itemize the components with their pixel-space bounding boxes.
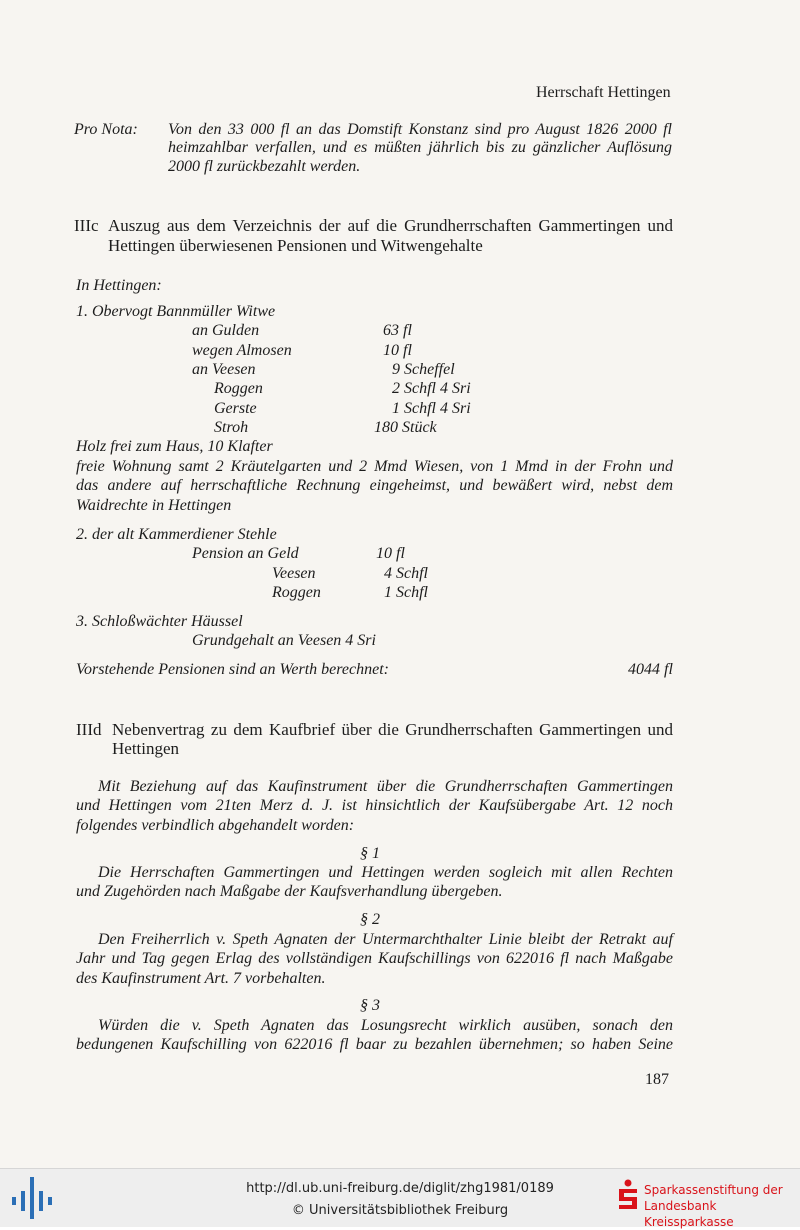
entry1-row-label: an Gulden bbox=[192, 322, 260, 339]
page-number: 187 bbox=[645, 1071, 669, 1088]
in-hettingen-heading: In Hettingen: bbox=[76, 277, 162, 294]
para2-line2: Jahr und Tag gegen Erlag des vollständigen Kaufschillings von 622016 fl nach Maßgabe bbox=[76, 950, 673, 967]
pro-nota-line2: heimzahlbar verfallen, und es müßten jährlich bis zu gänzlicher Auflösung bbox=[168, 139, 672, 156]
entry3-detail: Grundgehalt an Veesen 4 Sri bbox=[192, 632, 376, 649]
entry2-row-label: Roggen bbox=[272, 584, 321, 601]
sponsor-line1: Sparkassenstiftung der bbox=[644, 1183, 783, 1197]
para3-mark: § 3 bbox=[360, 997, 380, 1014]
entry1-wohnung-line2: das andere auf herrschaftliche Rechnung eingeheimst, und bewäßert wird, nebst dem bbox=[76, 477, 673, 494]
section-c-title-line1: Auszug aus dem Verzeichnis der auf die Grundherrschaften Gammertingen und bbox=[108, 216, 673, 235]
para1-line2: und Zugehörden nach Maßgabe der Kaufsverhandlung übergeben. bbox=[76, 883, 503, 900]
para2-mark: § 2 bbox=[360, 911, 380, 928]
sponsor-text[interactable] bbox=[644, 1182, 800, 1230]
section-d-title-line2: Hettingen bbox=[112, 739, 180, 758]
entry1-row-value: 180 Stück bbox=[374, 419, 437, 436]
entry1-row-value: 9 Scheffel bbox=[392, 361, 455, 378]
section-d-title-line1: Nebenvertrag zu dem Kaufbrief über die Grundherrschaften Gammertingen und bbox=[112, 720, 673, 739]
entry1-wohnung-line3: Waidrechte in Hettingen bbox=[76, 497, 232, 514]
entry1-row-label: Roggen bbox=[214, 380, 263, 397]
section-c-number: IIIc bbox=[74, 216, 99, 235]
para2-line1: Den Freiherrlich v. Speth Agnaten der Untermarchthalter Linie bleibt der Retrakt auf bbox=[98, 931, 673, 948]
pro-nota-label: Pro Nota: bbox=[74, 121, 138, 138]
para1-mark: § 1 bbox=[360, 845, 380, 862]
sparkasse-logo-icon[interactable] bbox=[617, 1179, 639, 1213]
para2-line3: des Kaufinstrument Art. 7 vorbehalten. bbox=[76, 970, 326, 987]
entry1-row-label: an Veesen bbox=[192, 361, 256, 378]
para3-line1: Würden die v. Speth Agnaten das Losungsrecht wirklich ausüben, sonach den bbox=[98, 1017, 673, 1034]
intro-line3: folgendes verbindlich abgehandelt worden: bbox=[76, 817, 355, 834]
running-title: Herrschaft Hettingen bbox=[536, 84, 671, 101]
total-value: 4044 fl bbox=[628, 661, 673, 678]
copyright-text: © Universitätsbibliothek Freiburg bbox=[291, 1203, 509, 1218]
entry1-row-label: wegen Almosen bbox=[192, 342, 292, 359]
entry1-row-label: Gerste bbox=[214, 400, 257, 417]
intro-line1: Mit Beziehung auf das Kaufinstrument über die Grundherrschaften Gammertingen bbox=[98, 778, 673, 795]
viewer-footer bbox=[0, 1168, 800, 1227]
entry1-heading: 1. Obervogt Bannmüller Witwe bbox=[76, 303, 276, 320]
ub-freiburg-logo-icon[interactable] bbox=[12, 1177, 52, 1219]
entry1-wohnung-line1: freie Wohnung samt 2 Kräutelgarten und 2 Mmd Wiesen, von 1 Mmd in der Frohn und bbox=[76, 458, 673, 475]
pro-nota-line1: Von den 33 000 fl an das Domstift Konstanz sind pro August 1826 2000 fl bbox=[168, 121, 672, 138]
entry2-row-value: 1 Schfl bbox=[384, 584, 428, 601]
entry1-row-value: 63 fl bbox=[383, 322, 412, 339]
entry1-holz: Holz frei zum Haus, 10 Klafter bbox=[76, 438, 273, 455]
section-d-number: IIId bbox=[76, 720, 102, 739]
entry2-row-label: Pension an Geld bbox=[192, 545, 299, 562]
entry1-row-label: Stroh bbox=[214, 419, 249, 436]
entry2-row-value: 10 fl bbox=[376, 545, 405, 562]
entry1-row-value: 10 fl bbox=[383, 342, 412, 359]
sponsor-line2: Landesbank Kreissparkasse bbox=[644, 1199, 734, 1229]
entry2-heading: 2. der alt Kammerdiener Stehle bbox=[76, 526, 277, 543]
entry2-row-label: Veesen bbox=[272, 565, 316, 582]
section-c-title-line2: Hettingen überwiesenen Pensionen und Witwengehalte bbox=[108, 236, 483, 255]
permalink[interactable]: http://dl.ub.uni-freiburg.de/diglit/zhg1981/0189 bbox=[246, 1181, 554, 1196]
entry2-row-value: 4 Schfl bbox=[384, 565, 428, 582]
total-label: Vorstehende Pensionen sind an Werth berechnet: bbox=[76, 661, 389, 678]
entry1-row-value: 1 Schfl 4 Sri bbox=[392, 400, 471, 417]
entry3-heading: 3. Schloßwächter Häussel bbox=[76, 613, 243, 630]
para1-line1: Die Herrschaften Gammertingen und Hettingen werden sogleich mit allen Rechten bbox=[98, 864, 673, 881]
intro-line2: und Hettingen vom 21ten Merz d. J. ist hinsichtlich der Kaufsübergabe Art. 12 noch bbox=[76, 797, 673, 814]
entry1-row-value: 2 Schfl 4 Sri bbox=[392, 380, 471, 397]
pro-nota-line3: 2000 fl zurückbezahlt werden. bbox=[168, 158, 361, 175]
para3-line2: bedungenen Kaufschilling von 622016 fl baar zu bezahlen übernehmen; so haben Seine bbox=[76, 1036, 673, 1053]
